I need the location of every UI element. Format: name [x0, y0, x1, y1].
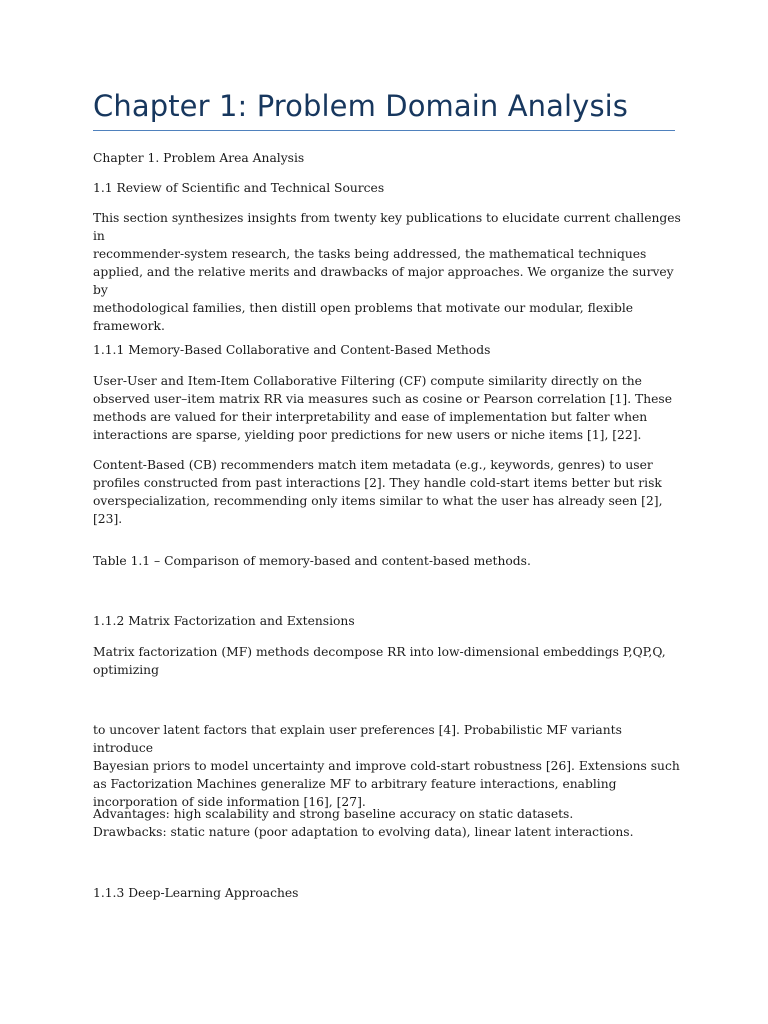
section-heading-1-1-3: 1.1.3 Deep-Learning Approaches — [93, 886, 299, 900]
chapter-title: Chapter 1: Problem Domain Analysis — [93, 89, 629, 123]
mf-paragraph-body: to uncover latent factors that explain user preferences [4]. Probabilistic MF variants introduce Bayesian priors to model uncertainty and improve cold-start robustness [26]. Extensions such as Factorization Machines generalize MF to arbitrary feature interactions, enabling incorporation of side information [16], [27]. — [93, 723, 680, 809]
section-heading-1-1-2: 1.1.2 Matrix Factorization and Extensions — [93, 614, 355, 628]
cf-paragraph: User-User and Item-Item Collaborative Filtering (CF) compute similarity directly on the observed user–item matrix RR via measures such as cosine or Pearson correlation [1]. These methods are valued for their interpretability and ease of implementation but falter when interactions are sparse, yielding poor predictions for new users or niche items [1], [22]. — [93, 374, 673, 442]
intro-paragraph: This section synthesizes insights from twenty key publications to elucidate current challenges in recommender-system research, the tasks being addressed, the mathematical techniques applied, and the relative merits and drawbacks of major approaches. We organize the survey by methodological families, then distill open problems that motivate our modular, flexible framework. — [93, 211, 681, 333]
mf-paragraph-intro: Matrix factorization (MF) methods decompose RR into low-dimensional embeddings P,QP,Q, optimizing — [93, 645, 666, 677]
section-heading-1-1-1: 1.1.1 Memory-Based Collaborative and Content-Based Methods — [93, 343, 491, 357]
drawbacks-line: Drawbacks: static nature (poor adaptation to evolving data), linear latent interactions. — [93, 825, 634, 839]
title-underline — [93, 130, 675, 131]
chapter-subtitle: Chapter 1. Problem Area Analysis — [93, 151, 305, 165]
table-caption: Table 1.1 – Comparison of memory-based and content-based methods. — [93, 554, 531, 568]
advantages-line: Advantages: high scalability and strong baseline accuracy on static datasets. — [93, 807, 574, 821]
cb-paragraph: Content-Based (CB) recommenders match item metadata (e.g., keywords, genres) to user profiles constructed from past interactions [2]. They handle cold-start items better but risk overspecialization, recommending only items similar to what the user has already seen [2], [23]. — [93, 458, 663, 526]
section-heading-1-1: 1.1 Review of Scientific and Technical Sources — [93, 181, 385, 195]
